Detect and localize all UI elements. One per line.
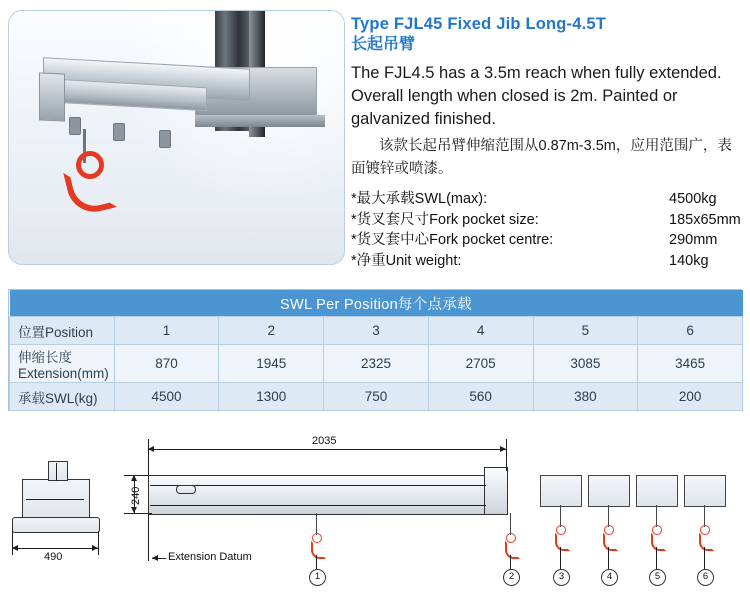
- cell-extension-4: 2705: [428, 345, 533, 383]
- cell-position-5: 5: [533, 317, 638, 345]
- length-dim-line: [148, 449, 506, 450]
- marker-leader-4: [608, 547, 609, 569]
- front-view-detail-line: [26, 499, 84, 500]
- dim-width-490: 490: [44, 551, 63, 563]
- length-arrow-left: [148, 446, 154, 452]
- front-view-top-fitting: [48, 461, 68, 481]
- swl-table: [9, 290, 743, 411]
- row-header-extension: 伸缩长度Extension(mm): [10, 345, 115, 383]
- marker-leader-6: [704, 547, 705, 569]
- cell-extension-5: 3085: [533, 345, 638, 383]
- extension-datum-label: Extension Datum: [168, 551, 252, 563]
- cell-swl-5: 380: [533, 383, 638, 411]
- width-ext-line-right: [98, 531, 99, 555]
- datum-leader: [152, 558, 166, 559]
- spec-value: 140kg: [669, 252, 709, 269]
- marker-leader-2: [510, 555, 511, 569]
- spec-value: 290mm: [669, 232, 718, 248]
- side-view-lug: [176, 485, 196, 494]
- hook-icon: [603, 533, 618, 551]
- dim-height-240: 240: [130, 486, 142, 505]
- product-title-en: Type FJL45 Fixed Jib Long-4.5T: [351, 15, 607, 33]
- product-description-en: The FJL4.5 has a 3.5m reach when fully extended. Overall length when closed is 2m. Painted or galvanized finished.: [351, 64, 722, 128]
- spec-row: [351, 210, 740, 231]
- forklift-carriage-lip-icon: [195, 115, 325, 127]
- cell-swl-4: 560: [428, 383, 533, 411]
- width-arrow-left: [12, 545, 18, 551]
- row-header-swl: 承载SWL(kg): [10, 383, 115, 411]
- position-marker-4: 4: [601, 569, 618, 586]
- datum-line: [148, 513, 149, 561]
- spec-value: 4500kg: [669, 191, 717, 207]
- extended-jib-5: [636, 475, 678, 507]
- table-row: [10, 383, 743, 411]
- chain-icon: [316, 513, 317, 535]
- hook-icon: [64, 151, 108, 207]
- extended-jib-6: [684, 475, 726, 507]
- cell-extension-1: 870: [114, 345, 219, 383]
- extended-jib-4: [588, 475, 630, 507]
- dim-length-2035: 2035: [312, 435, 337, 447]
- marker-leader-1: [316, 555, 317, 569]
- width-ext-line-left: [12, 531, 13, 555]
- swl-table-wrapper: [8, 289, 742, 411]
- spec-label: *净重Unit weight:: [351, 252, 462, 269]
- jib-lug-icon: [159, 130, 171, 148]
- position-marker-3: 3: [553, 569, 570, 586]
- length-ext-line-left: [148, 439, 149, 479]
- front-view-detail-line: [56, 463, 57, 481]
- cell-swl-3: 750: [324, 383, 429, 411]
- spec-row: [351, 189, 740, 210]
- position-marker-1: 1: [309, 569, 326, 586]
- spec-value: 185x65mm: [669, 211, 741, 228]
- height-ext-line-top: [124, 475, 152, 476]
- chain-icon: [704, 505, 705, 527]
- height-arrow-up: [131, 475, 137, 481]
- photo-floor: [9, 202, 344, 264]
- side-view-boom: [148, 475, 490, 515]
- chain-icon: [608, 505, 609, 527]
- spec-list: [351, 189, 740, 271]
- position-marker-6: 6: [697, 569, 714, 586]
- front-view-base: [12, 517, 100, 533]
- position-marker-2: 2: [503, 569, 520, 586]
- chain-icon: [510, 513, 511, 535]
- jib-boom-tip-icon: [39, 72, 65, 121]
- cell-swl-6: 200: [638, 383, 743, 411]
- cell-extension-2: 1945: [219, 345, 324, 383]
- cell-position-3: 3: [324, 317, 429, 345]
- technical-drawing: [0, 417, 750, 595]
- jib-lug-icon: [69, 117, 81, 135]
- hook-icon: [505, 541, 520, 559]
- cell-position-4: 4: [428, 317, 533, 345]
- product-photo: [8, 10, 345, 265]
- spec-label: *货叉套尺寸Fork pocket size:: [351, 211, 539, 228]
- hook-icon: [699, 533, 714, 551]
- product-description-cn: 该款长起吊臂伸缩范围从0.87m-3.5m，应用范围广，表面镀锌或喷漆。: [351, 138, 732, 177]
- side-view-boom-head: [484, 467, 508, 515]
- spec-label: *最大承载SWL(max):: [351, 191, 488, 207]
- height-arrow-down: [131, 507, 137, 513]
- cell-swl-1: 4500: [114, 383, 219, 411]
- chain-icon: [560, 505, 561, 527]
- position-marker-5: 5: [649, 569, 666, 586]
- table-row: [10, 317, 743, 345]
- hook-icon: [311, 541, 326, 559]
- hook-icon: [651, 533, 666, 551]
- cell-extension-6: 3465: [638, 345, 743, 383]
- spec-label: *货叉套中心Fork pocket centre:: [351, 232, 554, 248]
- front-view-body: [22, 479, 90, 521]
- cell-swl-2: 1300: [219, 383, 324, 411]
- marker-leader-3: [560, 547, 561, 569]
- swl-table-title: SWL Per Position每个点承载: [10, 290, 743, 317]
- spec-row: [351, 230, 740, 251]
- extended-jib-3: [540, 475, 582, 507]
- width-dim-line: [12, 548, 98, 549]
- length-ext-line-right: [506, 439, 507, 471]
- boom-inner-line: [150, 485, 486, 486]
- product-info: [345, 0, 750, 285]
- row-header-position: 位置Position: [10, 317, 115, 345]
- chain-icon: [656, 505, 657, 527]
- width-arrow-right: [92, 545, 98, 551]
- product-header-section: [0, 0, 750, 285]
- jib-lug-icon: [113, 123, 125, 141]
- hook-icon: [555, 533, 570, 551]
- marker-leader-5: [656, 547, 657, 569]
- cell-position-6: 6: [638, 317, 743, 345]
- table-header-row: [10, 290, 743, 317]
- length-arrow-right: [500, 446, 506, 452]
- spec-row: [351, 251, 740, 272]
- cell-position-1: 1: [114, 317, 219, 345]
- cell-extension-3: 2325: [324, 345, 429, 383]
- product-title-cn: 长起吊臂: [351, 36, 416, 53]
- table-row: [10, 345, 743, 383]
- boom-inner-line: [150, 505, 486, 506]
- cell-position-2: 2: [219, 317, 324, 345]
